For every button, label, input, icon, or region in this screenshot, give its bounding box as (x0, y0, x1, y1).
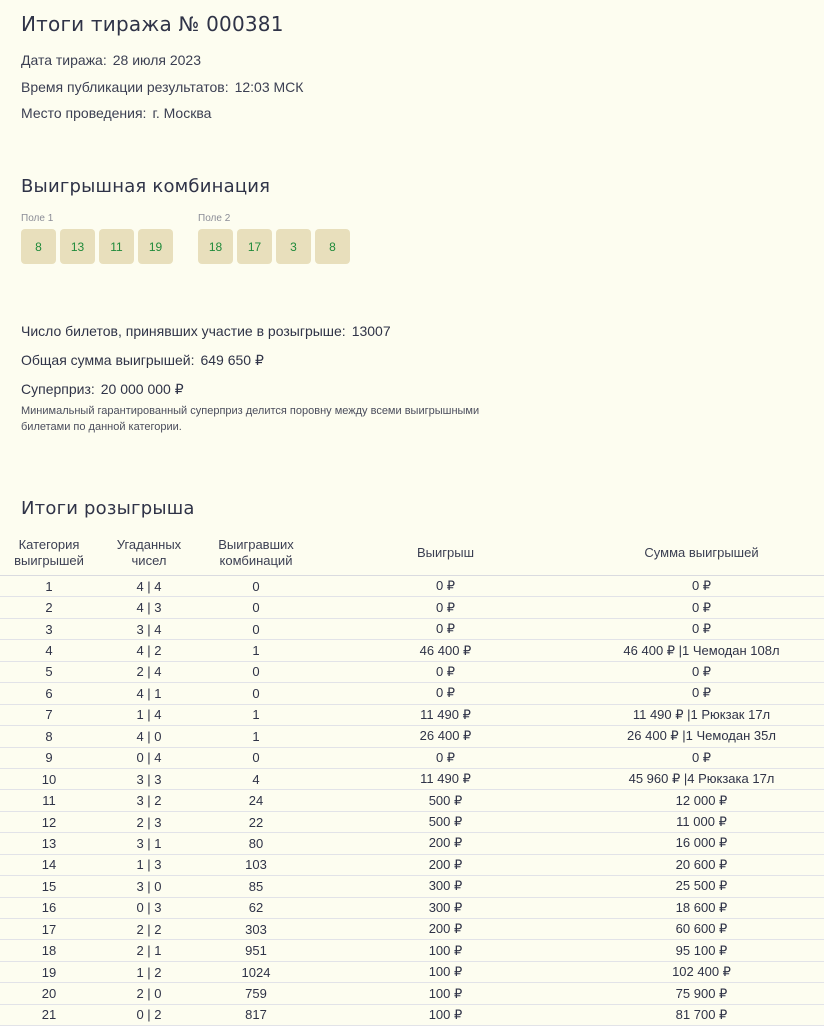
total-cell: 0 ₽ (579, 597, 824, 618)
publish-time-value: 12:03 МСК (234, 79, 304, 95)
total-cell: 20 600 ₽ (579, 854, 824, 875)
prize-cell: 11 490 ₽ (312, 768, 579, 789)
matched-cell: 4 | 0 (98, 726, 200, 747)
total-cell: 0 ₽ (579, 683, 824, 704)
matched-cell: 2 | 0 (98, 983, 200, 1004)
matched-cell: 2 | 4 (98, 661, 200, 682)
matched-cell: 0 | 4 (98, 747, 200, 768)
field-1-label: Поле 1 (21, 213, 54, 224)
number-ball: 11 (99, 229, 134, 264)
prize-cell: 200 ₽ (312, 854, 579, 875)
category-cell: 5 (0, 661, 98, 682)
prize-cell: 100 ₽ (312, 961, 579, 982)
winning-combos-cell: 80 (200, 833, 312, 854)
total-cell: 12 000 ₽ (579, 790, 824, 811)
draw-date-label: Дата тиража: (21, 52, 107, 68)
number-ball: 19 (138, 229, 173, 264)
category-cell: 13 (0, 833, 98, 854)
total-cell: 60 600 ₽ (579, 919, 824, 940)
column-header-winning-combos: Выигравших комбинаций (200, 531, 312, 576)
matched-cell: 0 | 2 (98, 1004, 200, 1025)
total-cell: 25 500 ₽ (579, 876, 824, 897)
total-cell: 95 100 ₽ (579, 940, 824, 961)
total-cell: 75 900 ₽ (579, 983, 824, 1004)
matched-cell: 1 | 4 (98, 704, 200, 725)
venue-line (21, 105, 211, 121)
total-cell: 0 ₽ (579, 661, 824, 682)
venue-label: Место проведения: (21, 105, 147, 121)
number-ball: 17 (237, 229, 272, 264)
results-table-body (0, 576, 824, 1026)
category-cell: 14 (0, 854, 98, 875)
winning-combos-cell: 62 (200, 897, 312, 918)
matched-cell: 3 | 3 (98, 768, 200, 789)
column-header-category: Категория выигрышей (0, 531, 98, 576)
matched-cell: 3 | 1 (98, 833, 200, 854)
winning-combos-cell: 22 (200, 811, 312, 832)
prize-cell: 0 ₽ (312, 747, 579, 768)
table-row (0, 640, 824, 661)
matched-cell: 4 | 1 (98, 683, 200, 704)
prize-cell: 100 ₽ (312, 983, 579, 1004)
category-cell: 15 (0, 876, 98, 897)
table-row (0, 876, 824, 897)
winning-combos-cell: 0 (200, 661, 312, 682)
prize-cell: 500 ₽ (312, 790, 579, 811)
winning-combos-cell: 0 (200, 576, 312, 597)
total-winnings-label: Общая сумма выигрышей: (21, 352, 195, 368)
prize-cell: 26 400 ₽ (312, 726, 579, 747)
winning-combos-cell: 1024 (200, 961, 312, 982)
winning-combos-cell: 1 (200, 704, 312, 725)
total-winnings-line (21, 352, 264, 369)
column-header-matched: Угаданных чисел (98, 531, 200, 576)
tickets-count-line (21, 323, 391, 339)
matched-cell: 3 | 4 (98, 618, 200, 639)
prize-cell: 0 ₽ (312, 576, 579, 597)
table-header-row (0, 531, 824, 576)
winning-combination-title: Выигрышная комбинация (21, 176, 271, 197)
winning-combos-cell: 0 (200, 683, 312, 704)
page-title: Итоги тиража № 000381 (21, 12, 284, 36)
matched-cell: 2 | 3 (98, 811, 200, 832)
winning-combos-cell: 0 (200, 747, 312, 768)
superprize-label: Суперприз: (21, 381, 95, 397)
prize-cell: 11 490 ₽ (312, 704, 579, 725)
total-cell: 81 700 ₽ (579, 1004, 824, 1025)
matched-cell: 2 | 2 (98, 919, 200, 940)
prize-cell: 200 ₽ (312, 919, 579, 940)
superprize-value: 20 000 000 ₽ (100, 381, 184, 397)
table-row (0, 940, 824, 961)
prize-cell: 300 ₽ (312, 876, 579, 897)
table-row (0, 618, 824, 639)
table-row (0, 768, 824, 789)
category-cell: 9 (0, 747, 98, 768)
total-cell: 0 ₽ (579, 618, 824, 639)
table-row (0, 597, 824, 618)
publish-time-line (21, 79, 303, 95)
results-title: Итоги розыгрыша (21, 498, 195, 519)
number-ball: 8 (315, 229, 350, 264)
category-cell: 3 (0, 618, 98, 639)
draw-date-line (21, 52, 201, 68)
category-cell: 1 (0, 576, 98, 597)
category-cell: 12 (0, 811, 98, 832)
table-row (0, 683, 824, 704)
table-row (0, 726, 824, 747)
winning-combos-cell: 1 (200, 726, 312, 747)
category-cell: 18 (0, 940, 98, 961)
prize-cell: 100 ₽ (312, 940, 579, 961)
matched-cell: 1 | 3 (98, 854, 200, 875)
total-cell: 0 ₽ (579, 747, 824, 768)
prize-cell: 0 ₽ (312, 683, 579, 704)
category-cell: 6 (0, 683, 98, 704)
category-cell: 20 (0, 983, 98, 1004)
table-row (0, 661, 824, 682)
total-cell: 45 960 ₽ |4 Рюкзака 17л (579, 768, 824, 789)
winning-combos-cell: 303 (200, 919, 312, 940)
total-winnings-value: 649 650 ₽ (200, 352, 264, 368)
prize-cell: 46 400 ₽ (312, 640, 579, 661)
total-cell: 102 400 ₽ (579, 961, 824, 982)
tickets-count-value: 13007 (351, 323, 391, 339)
prize-cell: 0 ₽ (312, 597, 579, 618)
winning-combos-cell: 103 (200, 854, 312, 875)
category-cell: 4 (0, 640, 98, 661)
table-row (0, 833, 824, 854)
winning-combos-cell: 4 (200, 768, 312, 789)
winning-combos-cell: 759 (200, 983, 312, 1004)
matched-cell: 3 | 0 (98, 876, 200, 897)
superprize-note: Минимальный гарантированный суперприз делится поровну между всеми выигрышными билетами по данной категории. (21, 405, 480, 433)
venue-value: г. Москва (152, 105, 212, 121)
number-ball: 13 (60, 229, 95, 264)
tickets-count-label: Число билетов, принявших участие в розыгрыше: (21, 323, 346, 339)
table-row (0, 576, 824, 597)
category-cell: 16 (0, 897, 98, 918)
matched-cell: 2 | 1 (98, 940, 200, 961)
total-cell: 18 600 ₽ (579, 897, 824, 918)
winning-combos-cell: 85 (200, 876, 312, 897)
draw-date-value: 28 июля 2023 (112, 52, 202, 68)
category-cell: 21 (0, 1004, 98, 1025)
category-cell: 2 (0, 597, 98, 618)
prize-cell: 100 ₽ (312, 1004, 579, 1025)
results-table (0, 531, 824, 1026)
table-row (0, 983, 824, 1004)
table-row (0, 1004, 824, 1025)
field-2-numbers (198, 229, 350, 264)
matched-cell: 0 | 3 (98, 897, 200, 918)
total-cell: 11 490 ₽ |1 Рюкзак 17л (579, 704, 824, 725)
winning-combos-cell: 951 (200, 940, 312, 961)
prize-cell: 500 ₽ (312, 811, 579, 832)
table-row (0, 790, 824, 811)
prize-cell: 0 ₽ (312, 661, 579, 682)
number-ball: 3 (276, 229, 311, 264)
category-cell: 8 (0, 726, 98, 747)
column-header-prize: Выигрыш (312, 531, 579, 576)
matched-cell: 4 | 4 (98, 576, 200, 597)
number-ball: 8 (21, 229, 56, 264)
winning-combos-cell: 0 (200, 618, 312, 639)
field-1-numbers (21, 229, 173, 264)
category-cell: 11 (0, 790, 98, 811)
table-row (0, 897, 824, 918)
category-cell: 10 (0, 768, 98, 789)
winning-combos-cell: 24 (200, 790, 312, 811)
prize-cell: 0 ₽ (312, 618, 579, 639)
table-row (0, 854, 824, 875)
matched-cell: 3 | 2 (98, 790, 200, 811)
publish-time-label: Время публикации результатов: (21, 79, 229, 95)
table-row (0, 961, 824, 982)
total-cell: 11 000 ₽ (579, 811, 824, 832)
matched-cell: 1 | 2 (98, 961, 200, 982)
prize-cell: 200 ₽ (312, 833, 579, 854)
table-row (0, 919, 824, 940)
winning-combos-cell: 0 (200, 597, 312, 618)
winning-combos-cell: 817 (200, 1004, 312, 1025)
category-cell: 19 (0, 961, 98, 982)
total-cell: 0 ₽ (579, 576, 824, 597)
table-row (0, 811, 824, 832)
matched-cell: 4 | 3 (98, 597, 200, 618)
total-cell: 46 400 ₽ |1 Чемодан 108л (579, 640, 824, 661)
column-header-total: Сумма выигрышей (579, 531, 824, 576)
winning-combos-cell: 1 (200, 640, 312, 661)
total-cell: 26 400 ₽ |1 Чемодан 35л (579, 726, 824, 747)
table-row (0, 704, 824, 725)
category-cell: 7 (0, 704, 98, 725)
matched-cell: 4 | 2 (98, 640, 200, 661)
category-cell: 17 (0, 919, 98, 940)
total-cell: 16 000 ₽ (579, 833, 824, 854)
superprize-line (21, 381, 184, 398)
field-2-label: Поле 2 (198, 213, 231, 224)
prize-cell: 300 ₽ (312, 897, 579, 918)
table-row (0, 747, 824, 768)
number-ball: 18 (198, 229, 233, 264)
